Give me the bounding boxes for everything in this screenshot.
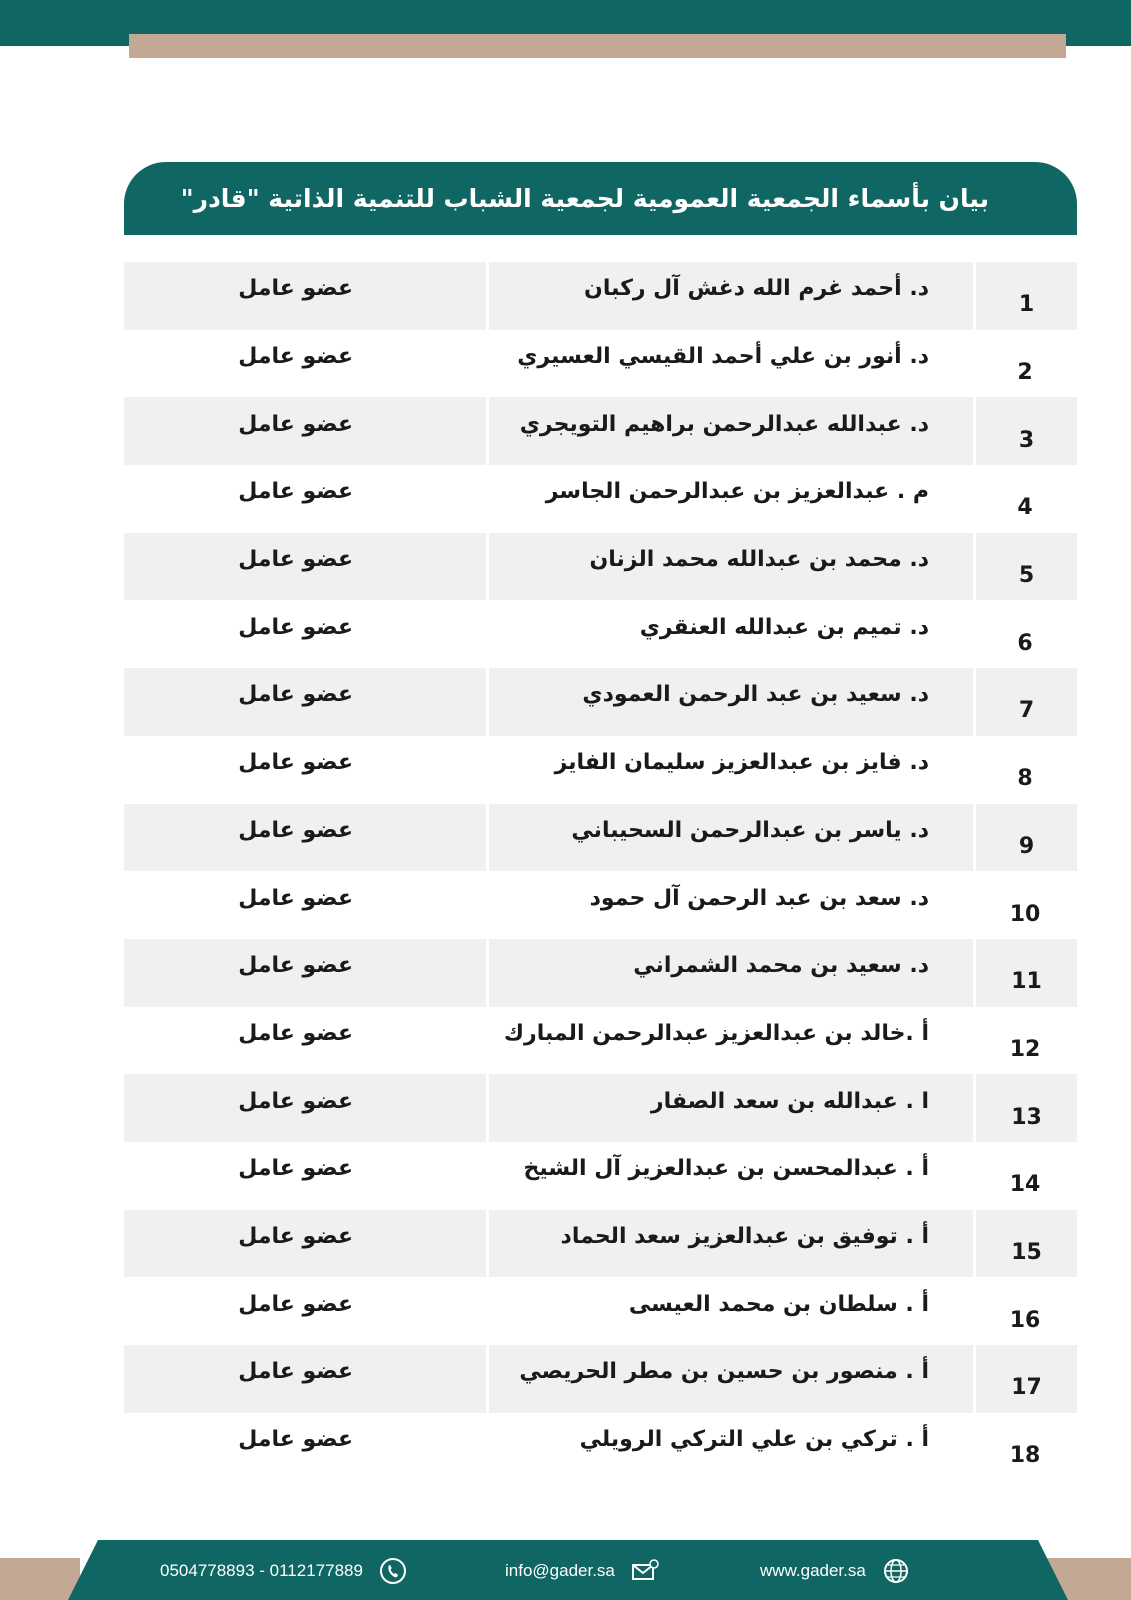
member-name: أ . تركي بن علي التركي الرويلي (579, 1427, 929, 1453)
table-row (124, 804, 1077, 872)
member-role: عضو عامل (238, 411, 353, 437)
member-name: م . عبدالعزيز بن عبدالرحمن الجاسر (545, 479, 929, 505)
member-name: أ . منصور بن حسين بن مطر الحريصي (486, 1345, 973, 1413)
member-role: عضو عامل (238, 817, 353, 843)
member-role: عضو عامل (238, 344, 353, 370)
phone-icon (379, 1557, 407, 1585)
member-role: عضو عامل (238, 1156, 353, 1182)
member-name: أ . سلطان بن محمد العيسى (628, 1291, 929, 1317)
table-row (124, 1142, 1077, 1210)
member-role: عضو عامل (238, 1359, 353, 1385)
header-accent-strip (129, 34, 1066, 58)
table-row (124, 600, 1077, 668)
member-role: عضو عامل (238, 1223, 353, 1249)
member-number: 3 (973, 397, 1077, 465)
table-row (124, 330, 1077, 398)
email-icon (631, 1557, 659, 1585)
member-number: 5 (973, 533, 1077, 601)
table-row (124, 736, 1077, 804)
member-name: أ .خالد بن عبدالعزيز عبدالرحمن المبارك (503, 1020, 929, 1046)
table-row (124, 1277, 1077, 1345)
footer-website[interactable] (760, 1557, 910, 1585)
member-name: د. ياسر بن عبدالرحمن السحيباني (486, 804, 973, 872)
member-number: 14 (1009, 1172, 1041, 1198)
member-role: عضو عامل (238, 1020, 353, 1046)
member-number: 1 (973, 262, 1077, 330)
member-role: عضو عامل (238, 1427, 353, 1453)
table-row (124, 1210, 1077, 1278)
table-row (124, 668, 1077, 736)
member-number: 16 (1009, 1307, 1041, 1333)
footer-email[interactable] (505, 1557, 659, 1585)
member-name: أ . توفيق بن عبدالعزيز سعد الحماد (486, 1210, 973, 1278)
members-table (124, 262, 1077, 1480)
member-number: 2 (1017, 360, 1033, 386)
member-role: عضو عامل (238, 276, 353, 302)
table-row (124, 397, 1077, 465)
member-number: 11 (973, 939, 1077, 1007)
table-row (124, 1345, 1077, 1413)
table-row (124, 262, 1077, 330)
email-address[interactable]: info@gader.sa (505, 1561, 615, 1580)
member-name: د. محمد بن عبدالله محمد الزنان (486, 533, 973, 601)
member-role: عضو عامل (238, 1291, 353, 1317)
member-role: عضو عامل (238, 479, 353, 505)
member-number: 17 (973, 1345, 1077, 1413)
member-number: 6 (1017, 630, 1033, 656)
table-row (124, 939, 1077, 1007)
footer-phone[interactable] (160, 1557, 407, 1585)
table-row (124, 1007, 1077, 1075)
footer-accent-left (0, 1558, 80, 1600)
member-name: د. سعد بن عبد الرحمن آل حمود (589, 885, 929, 911)
member-number: 4 (1017, 495, 1033, 521)
member-number: 8 (1017, 766, 1033, 792)
member-role: عضو عامل (238, 682, 353, 708)
member-number: 13 (973, 1074, 1077, 1142)
member-name: د. فايز بن عبدالعزيز سليمان الفايز (554, 750, 929, 776)
member-name: د. أحمد غرم الله دغش آل ركبان (486, 262, 973, 330)
table-row (124, 1074, 1077, 1142)
member-role: عضو عامل (238, 1088, 353, 1114)
table-row (124, 465, 1077, 533)
member-name: د. عبدالله عبدالرحمن براهيم التويجري (486, 397, 973, 465)
member-name: أ . عبدالمحسن بن عبدالعزيز آل الشيخ (523, 1156, 929, 1182)
member-name: د. تميم بن عبدالله العنقري (639, 614, 929, 640)
table-row (124, 1413, 1077, 1481)
member-role: عضو عامل (238, 885, 353, 911)
table-row (124, 533, 1077, 601)
member-name: د. سعيد بن محمد الشمراني (486, 939, 973, 1007)
document-title-bar (124, 162, 1077, 235)
member-name: ا . عبدالله بن سعد الصفار (486, 1074, 973, 1142)
member-number: 7 (973, 668, 1077, 736)
member-name: د. أنور بن علي أحمد القيسي العسيري (517, 344, 929, 370)
member-number: 10 (1009, 901, 1041, 927)
member-number: 9 (973, 804, 1077, 872)
member-number: 12 (1009, 1036, 1041, 1062)
member-role: عضو عامل (238, 547, 353, 573)
member-role: عضو عامل (238, 953, 353, 979)
member-name: د. سعيد بن عبد الرحمن العمودي (486, 668, 973, 736)
website-url[interactable]: www.gader.sa (760, 1561, 866, 1580)
member-number: 15 (973, 1210, 1077, 1278)
globe-icon (882, 1557, 910, 1585)
member-role: عضو عامل (238, 614, 353, 640)
table-row (124, 871, 1077, 939)
member-role: عضو عامل (238, 750, 353, 776)
member-number: 18 (1009, 1443, 1041, 1469)
document-title: بيان بأسماء الجمعية العمومية لجمعية الشباب للتنمية الذاتية "قادر" (180, 184, 989, 213)
phone-number[interactable]: 0504778893 - 0112177889 (160, 1561, 363, 1580)
